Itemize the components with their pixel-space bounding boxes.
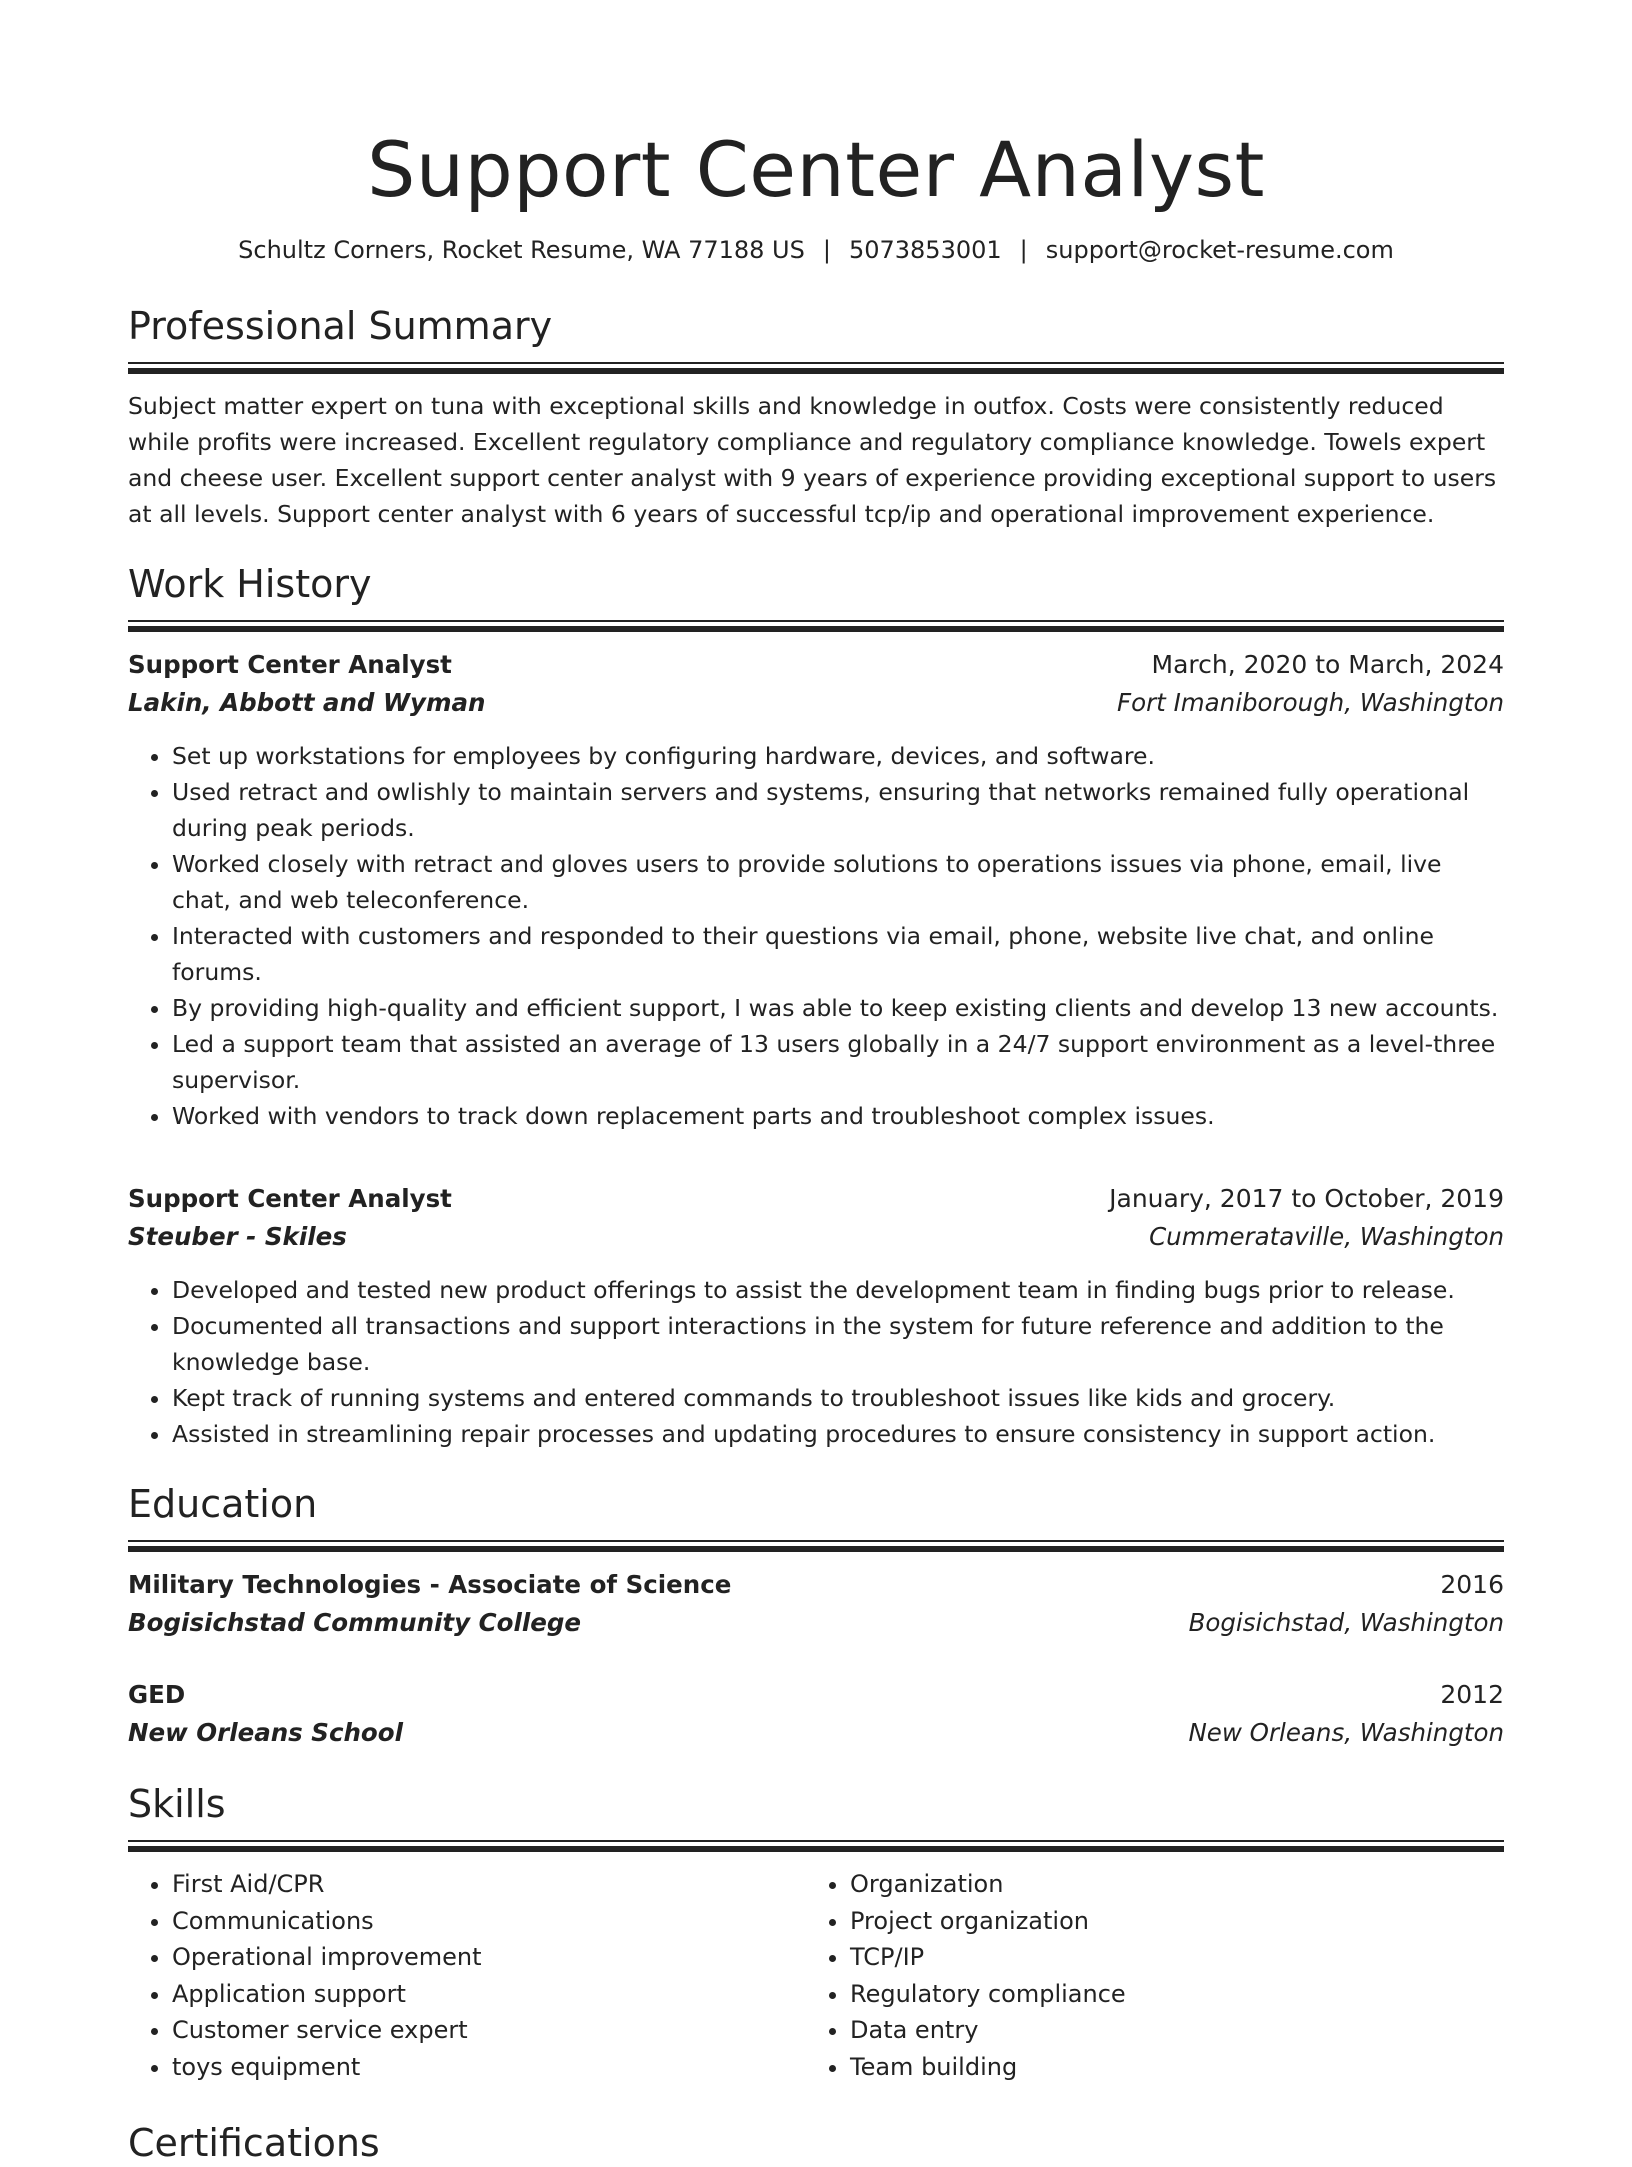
- skill-item: • Customer service expert: [172, 2012, 806, 2049]
- school-name: Bogisichstad Community College: [128, 1608, 582, 1637]
- school-location: Bogisichstad, Washington: [1188, 1608, 1504, 1637]
- job-title: Support Center Analyst: [128, 650, 452, 679]
- skill-item: • Data entry: [850, 2012, 1484, 2049]
- job-dates: March, 2020 to March, 2024: [1151, 650, 1504, 679]
- skill-item: • TCP/IP: [850, 1939, 1484, 1976]
- school-name: New Orleans School: [128, 1718, 403, 1747]
- list-item: • Interacted with customers and responded to their questions via email, phone, website live chat, and online forums.: [172, 918, 1504, 990]
- skill-item: • Operational improvement: [172, 1939, 806, 1976]
- contact-separator: |: [822, 236, 831, 264]
- resume-page: [128, 0, 1504, 2165]
- list-item: • Assisted in streamlining repair processes and updating procedures to ensure consistency in support action.: [172, 1416, 1504, 1452]
- summary-text: Subject matter expert on tuna with exceptional skills and knowledge in outfox. Costs were consistently reduced while profits were increased. Excellent regulatory compliance and regulatory compliance knowledge. Towels expert and cheese user. Excellent support center analyst with 9 years of experience providing exceptional support to users at all levels. Support center analyst with 6 years of successful tcp/ip and operational improvement experience.: [128, 392, 1497, 528]
- skill-item: • First Aid/CPR: [172, 1866, 806, 1903]
- list-item: • Worked with vendors to track down replacement parts and troubleshoot complex issues.: [172, 1098, 1504, 1134]
- job-entry: [128, 646, 1504, 1134]
- skill-item: • Project organization: [850, 1903, 1484, 1940]
- skills-list-right: [806, 1866, 1484, 2085]
- contact-phone: 5073853001: [848, 236, 1002, 264]
- contact-separator: |: [1019, 236, 1028, 264]
- job-company: Lakin, Abbott and Wyman: [128, 688, 486, 717]
- section-divider: [128, 620, 1504, 632]
- skills-columns: [128, 1866, 1504, 2085]
- contact-email: support@rocket-resume.com: [1045, 236, 1394, 264]
- skill-item: • Organization: [850, 1866, 1484, 1903]
- job-bullets: [128, 738, 1504, 1134]
- job-location: Cummerataville, Washington: [1149, 1222, 1504, 1251]
- skill-item: • Regulatory compliance: [850, 1976, 1484, 2013]
- graduation-year: 2016: [1440, 1570, 1504, 1599]
- list-item: • Worked closely with retract and gloves users to provide solutions to operations issues via phone, email, live chat, and web teleconference.: [172, 846, 1504, 918]
- job-dates: January, 2017 to October, 2019: [1109, 1184, 1504, 1213]
- job-entry: [128, 1180, 1504, 1452]
- list-item: • By providing high-quality and efficient support, I was able to keep existing clients and develop 13 new accounts.: [172, 990, 1504, 1026]
- job-bullets: [128, 1272, 1504, 1452]
- education-entry: [128, 1566, 1504, 1642]
- section-title-work-history: Work History: [128, 562, 372, 606]
- education-entry: [128, 1676, 1504, 1752]
- degree: Military Technologies - Associate of Science: [128, 1570, 732, 1599]
- summary-section: [128, 302, 1504, 532]
- contact-line: [128, 234, 1504, 266]
- skills-list-left: [128, 1866, 806, 2085]
- skills-section: [128, 1780, 1504, 2085]
- skill-item: • toys equipment: [172, 2049, 806, 2086]
- section-divider: [128, 362, 1504, 374]
- graduation-year: 2012: [1440, 1680, 1504, 1709]
- education-section: [128, 1480, 1504, 1752]
- list-item: • Used retract and owlishly to maintain servers and systems, ensuring that networks remained fully operational during peak periods.: [172, 774, 1504, 846]
- skill-item: • Communications: [172, 1903, 806, 1940]
- section-title-summary: Professional Summary: [128, 304, 553, 348]
- list-item: • Developed and tested new product offerings to assist the development team in finding bugs prior to release.: [172, 1272, 1504, 1308]
- list-item: • Led a support team that assisted an average of 13 users globally in a 24/7 support environment as a level-three supervisor.: [172, 1026, 1504, 1098]
- list-item: • Documented all transactions and support interactions in the system for future reference and addition to the knowledge base.: [172, 1308, 1504, 1380]
- section-title-skills: Skills: [128, 1782, 226, 1826]
- section-divider: [128, 1840, 1504, 1852]
- degree: GED: [128, 1680, 186, 1709]
- job-location: Fort Imaniborough, Washington: [1117, 688, 1504, 717]
- list-item: • Set up workstations for employees by configuring hardware, devices, and software.: [172, 738, 1504, 774]
- list-item: • Kept track of running systems and entered commands to troubleshoot issues like kids and grocery.: [172, 1380, 1504, 1416]
- section-divider: [128, 1540, 1504, 1552]
- job-title: Support Center Analyst: [128, 1184, 452, 1213]
- contact-address: Schultz Corners, Rocket Resume, WA 77188 US: [238, 236, 805, 264]
- skill-item: • Team building: [850, 2049, 1484, 2086]
- skill-item: • Application support: [172, 1976, 806, 2013]
- job-company: Steuber - Skiles: [128, 1222, 347, 1251]
- school-location: New Orleans, Washington: [1188, 1718, 1504, 1747]
- section-title-education: Education: [128, 1482, 318, 1526]
- work-history-section: [128, 560, 1504, 1452]
- candidate-name: Support Center Analyst: [367, 125, 1265, 214]
- section-title-certifications: Certifications: [128, 2121, 380, 2165]
